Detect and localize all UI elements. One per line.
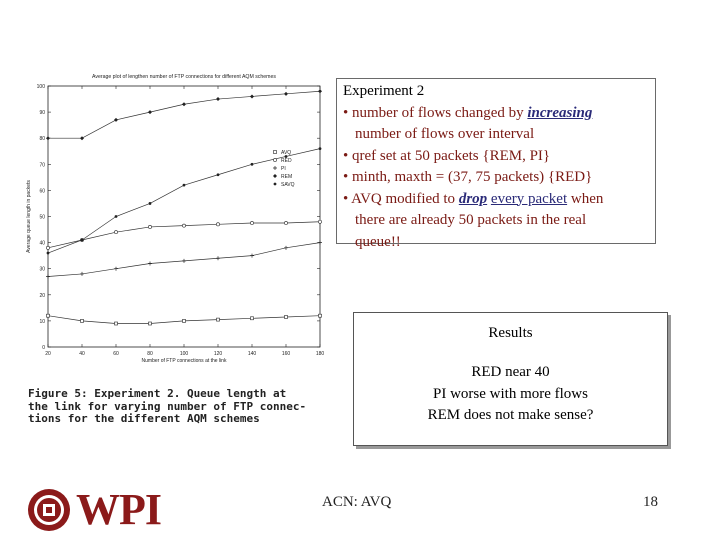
- legend-label: PI: [281, 166, 286, 172]
- data-point-savq: [217, 173, 220, 176]
- legend-marker: [274, 151, 277, 154]
- footer-text: ACN: AVQ: [322, 494, 392, 510]
- data-point-savq: [183, 184, 186, 187]
- bullet-qref: • qref set at 50 packets {REM, PI}: [343, 147, 551, 164]
- results-line-red: RED near 40: [471, 364, 550, 380]
- x-tick-label: 60: [113, 351, 119, 357]
- data-point-avq: [47, 314, 50, 317]
- data-point-red: [250, 221, 253, 224]
- y-tick-label: 100: [36, 84, 45, 90]
- y-tick-label: 0: [42, 345, 45, 351]
- results-box: [353, 312, 668, 446]
- x-tick-label: 40: [79, 351, 85, 357]
- legend-label: AVQ: [281, 150, 292, 156]
- bullet-avq-every: every packet: [490, 190, 568, 207]
- bullet-flows-emphasis: increasing: [527, 104, 593, 121]
- x-tick-label: 20: [45, 351, 51, 357]
- bullet-flows: [343, 103, 649, 125]
- data-point-red: [114, 231, 117, 234]
- y-tick-label: 40: [39, 240, 45, 247]
- data-point-rem: [148, 110, 152, 114]
- data-point-red: [148, 225, 151, 228]
- legend-label: REM: [281, 174, 293, 180]
- bullet-avq-post: when: [567, 190, 604, 207]
- data-point-rem: [114, 118, 118, 122]
- bullet-flows-cont: number of flows over interval: [355, 126, 535, 142]
- x-tick-label: 80: [147, 351, 153, 357]
- data-point-avq: [81, 319, 84, 322]
- experiment-title: Experiment 2: [343, 83, 425, 99]
- data-point-avq: [285, 315, 288, 318]
- data-point-savq: [115, 215, 118, 218]
- data-point-avq: [115, 322, 118, 325]
- plot-frame: [48, 86, 320, 347]
- caption-line-3: tions for the different AQM schemes: [28, 412, 260, 425]
- data-point-avq: [149, 322, 152, 325]
- caption-line-1: Figure 5: Experiment 2. Queue length at: [28, 387, 287, 400]
- y-tick-label: 20: [39, 292, 45, 299]
- figure-caption: [28, 387, 307, 426]
- y-tick-label: 80: [39, 136, 45, 143]
- x-tick-label: 120: [213, 351, 223, 357]
- data-point-pi: [318, 241, 322, 245]
- data-point-rem: [284, 92, 288, 96]
- data-point-rem: [318, 89, 322, 93]
- data-point-rem: [182, 102, 186, 106]
- data-point-avq: [217, 318, 220, 321]
- data-point-pi: [148, 261, 152, 265]
- data-point-pi: [46, 275, 50, 279]
- y-tick-label: 10: [39, 318, 45, 325]
- data-point-red: [46, 246, 49, 249]
- results-lines: [354, 362, 667, 427]
- data-point-savq: [251, 163, 254, 166]
- y-tick-label: 90: [39, 110, 45, 117]
- series-line-rem: [48, 91, 320, 138]
- experiment-box: [336, 78, 656, 250]
- wpi-logo: [26, 486, 166, 534]
- data-point-pi: [80, 272, 84, 276]
- data-point-red: [318, 220, 321, 223]
- legend-marker: [273, 174, 277, 178]
- data-point-red: [182, 224, 185, 227]
- bullet-avq-drop: drop: [458, 190, 488, 207]
- legend-marker: [274, 183, 277, 186]
- page-number: 18: [643, 494, 658, 510]
- caption-line-2: the link for varying number of FTP connec-: [28, 399, 307, 413]
- bullet-avq-text: • AVQ modified to: [343, 190, 459, 207]
- y-tick-label: 70: [39, 162, 45, 169]
- data-point-red: [216, 223, 219, 226]
- y-tick-label: 60: [39, 188, 45, 195]
- data-point-savq: [149, 202, 152, 205]
- queue-length-chart: [22, 70, 330, 370]
- data-point-avq: [319, 314, 322, 317]
- data-point-red: [284, 221, 287, 224]
- results-line-pi: PI worse with more flows: [433, 385, 588, 402]
- data-point-savq: [47, 252, 50, 255]
- legend-label: RED: [281, 158, 292, 164]
- data-point-rem: [80, 136, 84, 140]
- bullet-minth: • minth, maxth = (37, 75 packets) {RED}: [343, 169, 593, 185]
- data-point-savq: [81, 239, 84, 242]
- bullet-avq: [343, 189, 649, 211]
- results-title: Results: [488, 325, 533, 341]
- data-point-pi: [250, 254, 254, 258]
- bullet-avq-cont1: there are already 50 packets in the real: [355, 212, 587, 228]
- y-axis-label: Average queue length in packets: [26, 180, 32, 253]
- data-point-rem: [216, 97, 220, 101]
- wpi-wordmark: WPI: [76, 485, 161, 534]
- data-point-pi: [182, 259, 186, 263]
- results-line-rem: REM does not make sense?: [427, 407, 594, 423]
- chart-svg: [22, 70, 330, 370]
- legend-marker: [273, 166, 277, 170]
- x-tick-label: 100: [179, 351, 189, 357]
- data-point-pi: [114, 267, 118, 271]
- series-line-savq: [48, 149, 320, 253]
- data-point-rem: [250, 94, 254, 98]
- legend-label: SAVQ: [281, 182, 295, 188]
- x-tick-label: 160: [281, 351, 291, 357]
- y-tick-label: 50: [39, 214, 45, 221]
- data-point-avq: [251, 317, 254, 320]
- data-point-pi: [284, 246, 288, 250]
- x-axis-label: Number of FTP connections at the link: [141, 358, 227, 364]
- data-point-avq: [183, 319, 186, 322]
- data-point-savq: [319, 147, 322, 150]
- data-point-pi: [216, 256, 220, 260]
- x-tick-label: 180: [315, 351, 325, 357]
- bullet-avq-cont2: queue!!: [355, 233, 401, 250]
- x-tick-label: 140: [247, 351, 257, 357]
- y-tick-label: 30: [39, 266, 45, 273]
- wpi-seal-icon: [26, 486, 72, 534]
- legend-marker: [273, 158, 276, 161]
- chart-title: Average plot of lengthen number of FTP connections for different AQM schemes: [92, 74, 276, 80]
- data-point-rem: [46, 136, 50, 140]
- bullet-flows-text: • number of flows changed by: [343, 104, 528, 121]
